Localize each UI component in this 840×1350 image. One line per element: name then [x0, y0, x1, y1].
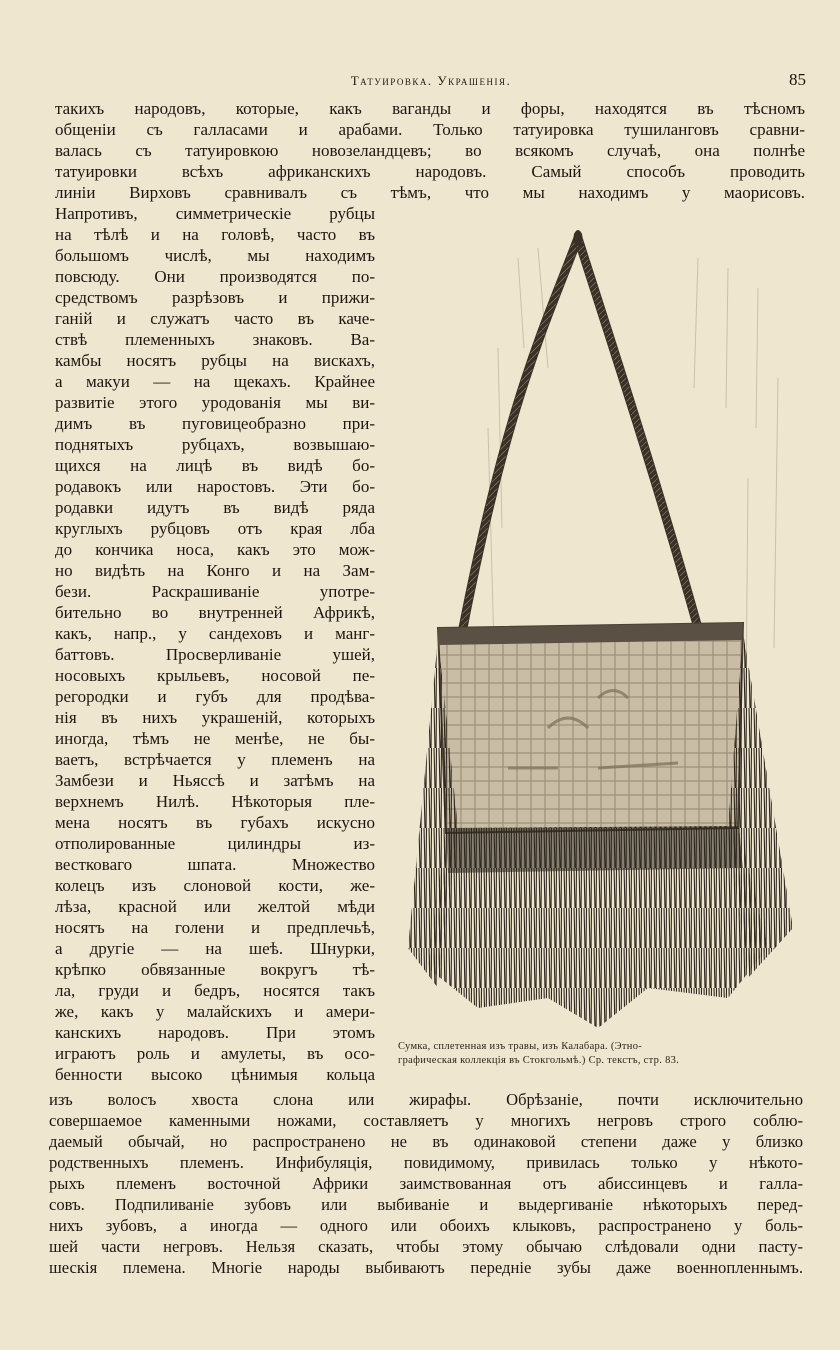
text-line: регородки и губъ для продѣва-	[55, 687, 375, 706]
text-line: Замбези и Ньяссѣ и затѣмъ на	[55, 771, 375, 790]
text-line: отполированные цилиндры из-	[55, 834, 375, 853]
caption-line: Сумка, сплетенная изъ травы, изъ Калабара. (Этно-	[398, 1041, 643, 1052]
text-line: поднятыхъ рубцахъ, возвышаю-	[55, 435, 375, 454]
text-line: средствомъ разрѣзовъ и прижи-	[55, 288, 375, 307]
text-line: же, какъ у малайскихъ и амери-	[55, 1002, 375, 1021]
text-line: камбы носятъ рубцы на вискахъ,	[55, 351, 375, 370]
grass-bag-illustration	[398, 228, 816, 1028]
text-line: повсюду. Они производятся по-	[55, 267, 375, 286]
text-line: димъ въ пуговицеобразно при-	[55, 414, 375, 433]
figure-caption	[398, 1040, 806, 1068]
text-line: нихъ зубовъ, а иногда — одного или обоихъ клыковъ, распространено у боль-	[49, 1216, 803, 1235]
text-line: крѣпко обвязанные вокругъ тѣ-	[55, 960, 375, 979]
text-line: такихъ народовъ, которые, какъ ваганды и форы, находятся въ тѣсномъ	[55, 99, 805, 118]
text-line: колецъ изъ слоновой кости, же-	[55, 876, 375, 895]
text-line: родавки идутъ въ видѣ ряда	[55, 498, 375, 517]
text-line: совершаемое каменными ножами, составляетъ у многихъ негровъ строго соблю-	[49, 1111, 803, 1130]
text-line: вестковаго шпата. Множество	[55, 855, 375, 874]
text-line: лѣза, красной или желтой мѣди	[55, 897, 375, 916]
text-line: играютъ роль и амулеты, въ осо-	[55, 1044, 375, 1063]
text-line: татуировки всѣхъ африканскихъ народовъ. Самый способъ проводить	[55, 162, 805, 181]
text-line: а другіе — на шеѣ. Шнурки,	[55, 939, 375, 958]
text-line: а макуи — на щекахъ. Крайнее	[55, 372, 375, 391]
text-line: Напротивъ, симметрическіе рубцы	[55, 204, 375, 223]
text-line: совъ. Подпиливаніе зубовъ или выбиваніе и выдергиваніе нѣкоторыхъ перед-	[49, 1195, 803, 1214]
text-line: носятъ на голени и предплечьѣ,	[55, 918, 375, 937]
text-line: изъ волосъ хвоста слона или жирафы. Обрѣзаніе, почти исключительно	[49, 1090, 803, 1109]
text-line: ла, груди и бедръ, носятся такъ	[55, 981, 375, 1000]
text-line: развитіе этого уродованія мы ви-	[55, 393, 375, 412]
running-title: Татуировка. Украшенія.	[350, 73, 512, 88]
text-line: какъ, напр., у сандеховъ и манг-	[55, 624, 375, 643]
text-line: родавокъ или наростовъ. Эти бо-	[55, 477, 375, 496]
caption-line: графическая коллекція въ Стокгольмѣ.) Ср. текстъ, стр. 83.	[398, 1055, 680, 1066]
text-line: ствѣ племенныхъ знаковъ. Ва-	[55, 330, 375, 349]
text-line: шескія племена. Многіе народы выбиваютъ передніе зубы даже военнопленнымъ.	[49, 1258, 803, 1277]
page-number: 85	[789, 70, 806, 89]
text-line: но видѣть на Конго и на Зам-	[55, 561, 375, 580]
text-line: баттовъ. Просверливаніе ушей,	[55, 645, 375, 664]
text-line: до кончика носа, какъ это мож-	[55, 540, 375, 559]
text-line: шей части негровъ. Нельзя сказать, чтобы этому обычаю слѣдовали одни пасту-	[49, 1237, 803, 1256]
text-line: рыхъ племенъ восточной Африки заимствованная отъ абиссинцевъ и галла-	[49, 1174, 803, 1193]
text-line: бенности высоко цѣнимыя кольца	[55, 1065, 375, 1084]
text-line: верхнемъ Нилѣ. Нѣкоторыя пле-	[55, 792, 375, 811]
text-line: ваетъ, встрѣчается у племенъ на	[55, 750, 375, 769]
text-line: валась съ татуировкою новозеландцевъ; во всякомъ случаѣ, она полнѣе	[55, 141, 805, 160]
page-header	[56, 70, 806, 94]
figure-grass-bag	[398, 228, 816, 1028]
text-line: ганій и служатъ часто въ каче-	[55, 309, 375, 328]
text-line: линіи Вирховъ сравнивалъ съ тѣмъ, что мы находимъ у маорисовъ.	[55, 183, 805, 202]
text-line: родственныхъ племенъ. Инфибуляція, повидимому, привилась только у нѣкото-	[49, 1153, 803, 1172]
text-line: бези. Раскрашиваніе употре-	[55, 582, 375, 601]
text-line: мена носятъ въ губахъ искусно	[55, 813, 375, 832]
text-line: нія въ нихъ украшеній, которыхъ	[55, 708, 375, 727]
text-line: иногда, тѣмъ не менѣе, не бы-	[55, 729, 375, 748]
text-line: канскихъ народовъ. При этомъ	[55, 1023, 375, 1042]
text-line: общеніи съ галласами и арабами. Только татуировка тушиланговъ сравни-	[55, 120, 805, 139]
text-line: круглыхъ рубцовъ отъ края лба	[55, 519, 375, 538]
text-line: большомъ числѣ, мы находимъ	[55, 246, 375, 265]
text-line: на тѣлѣ и на головѣ, часто въ	[55, 225, 375, 244]
text-line: носовыхъ крыльевъ, носовой пе-	[55, 666, 375, 685]
text-line: даемый обычай, но распространено не въ одинаковой степени даже у близко	[49, 1132, 803, 1151]
text-line: бительно во внутренней Африкѣ,	[55, 603, 375, 622]
text-line: щихся на лицѣ въ видѣ бо-	[55, 456, 375, 475]
